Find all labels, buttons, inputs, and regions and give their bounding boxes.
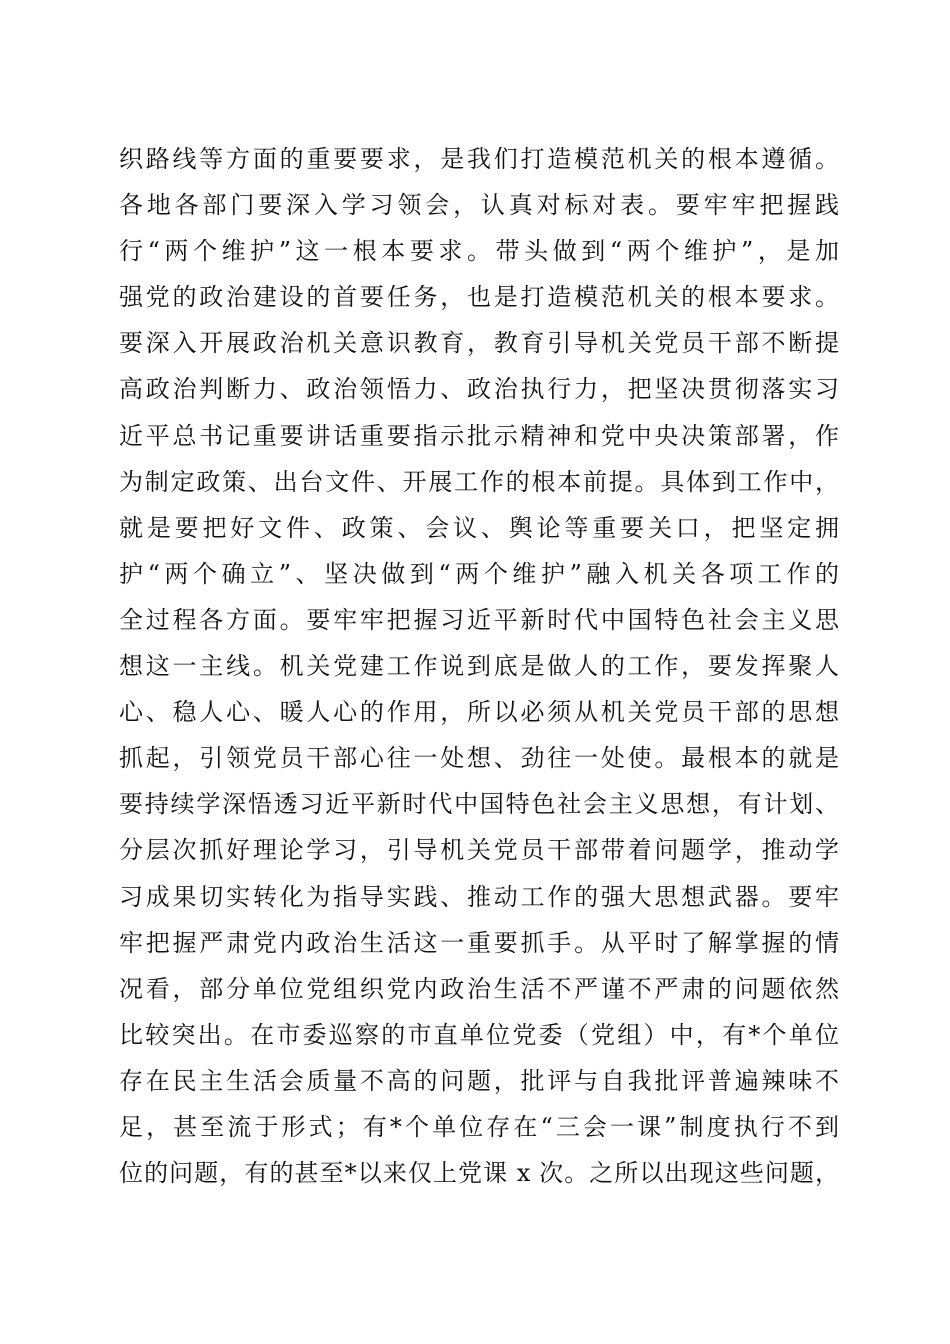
text-line: 强党的政治建设的首要任务，也是打造模范机关的根本要求。 <box>119 283 839 312</box>
body-text <box>119 136 839 1196</box>
text-line: 各地各部门要深入学习领会，认真对标对表。要牢牢把握践 <box>119 191 839 220</box>
text-line: 要持续学深悟透习近平新时代中国特色社会主义思想，有计划、 <box>119 790 839 819</box>
text-line: 织路线等方面的重要要求，是我们打造模范机关的根本遵循。 <box>119 145 839 173</box>
text-line: 牢把握严肃党内政治生活这一重要抓手。从平时了解掌握的情 <box>119 928 839 957</box>
text-line: 全过程各方面。要牢牢把握习近平新时代中国特色社会主义思 <box>119 605 839 634</box>
text-line: 为制定政策、出台文件、开展工作的根本前提。具体到工作中， <box>119 467 839 496</box>
text-line: 行“两个维护”这一根本要求。带头做到“两个维护”，是加 <box>119 237 839 266</box>
text-line: 护“两个确立”、坚决做到“两个维护”融入机关各项工作的 <box>119 559 839 588</box>
text-line: 要深入开展政治机关意识教育，教育引导机关党员干部不断提 <box>119 329 839 358</box>
text-line: 存在民主生活会质量不高的问题，批评与自我批评普遍辣味不 <box>119 1066 839 1095</box>
text-line: 足，甚至流于形式；有*个单位存在“三会一课”制度执行不到 <box>119 1112 839 1141</box>
text-line: 习成果切实转化为指导实践、推动工作的强大思想武器。要牢 <box>119 882 839 911</box>
text-line: 况看，部分单位党组织党内政治生活不严谨不严肃的问题依然 <box>119 974 839 1003</box>
text-line: 想这一主线。机关党建工作说到底是做人的工作，要发挥聚人 <box>119 652 839 681</box>
text-line: 比较突出。在市委巡察的市直单位党委（党组）中，有*个单位 <box>119 1020 839 1049</box>
text-line: 分层次抓好理论学习，引导机关党员干部带着问题学，推动学 <box>119 836 839 865</box>
text-line: 抓起，引领党员干部心往一处想、劲往一处使。最根本的就是 <box>119 744 839 773</box>
text-line: 心、稳人心、暖人心的作用，所以必须从机关党员干部的思想 <box>119 698 839 727</box>
text-line: 近平总书记重要讲话重要指示批示精神和党中央决策部署，作 <box>119 421 839 450</box>
text-line: 位的问题，有的甚至*以来仅上党课 x 次。之所以出现这些问题， <box>119 1159 839 1188</box>
text-line: 就是要把好文件、政策、会议、舆论等重要关口，把坚定拥 <box>119 513 839 542</box>
text-line: 高政治判断力、政治领悟力、政治执行力，把坚决贯彻落实习 <box>119 375 839 404</box>
